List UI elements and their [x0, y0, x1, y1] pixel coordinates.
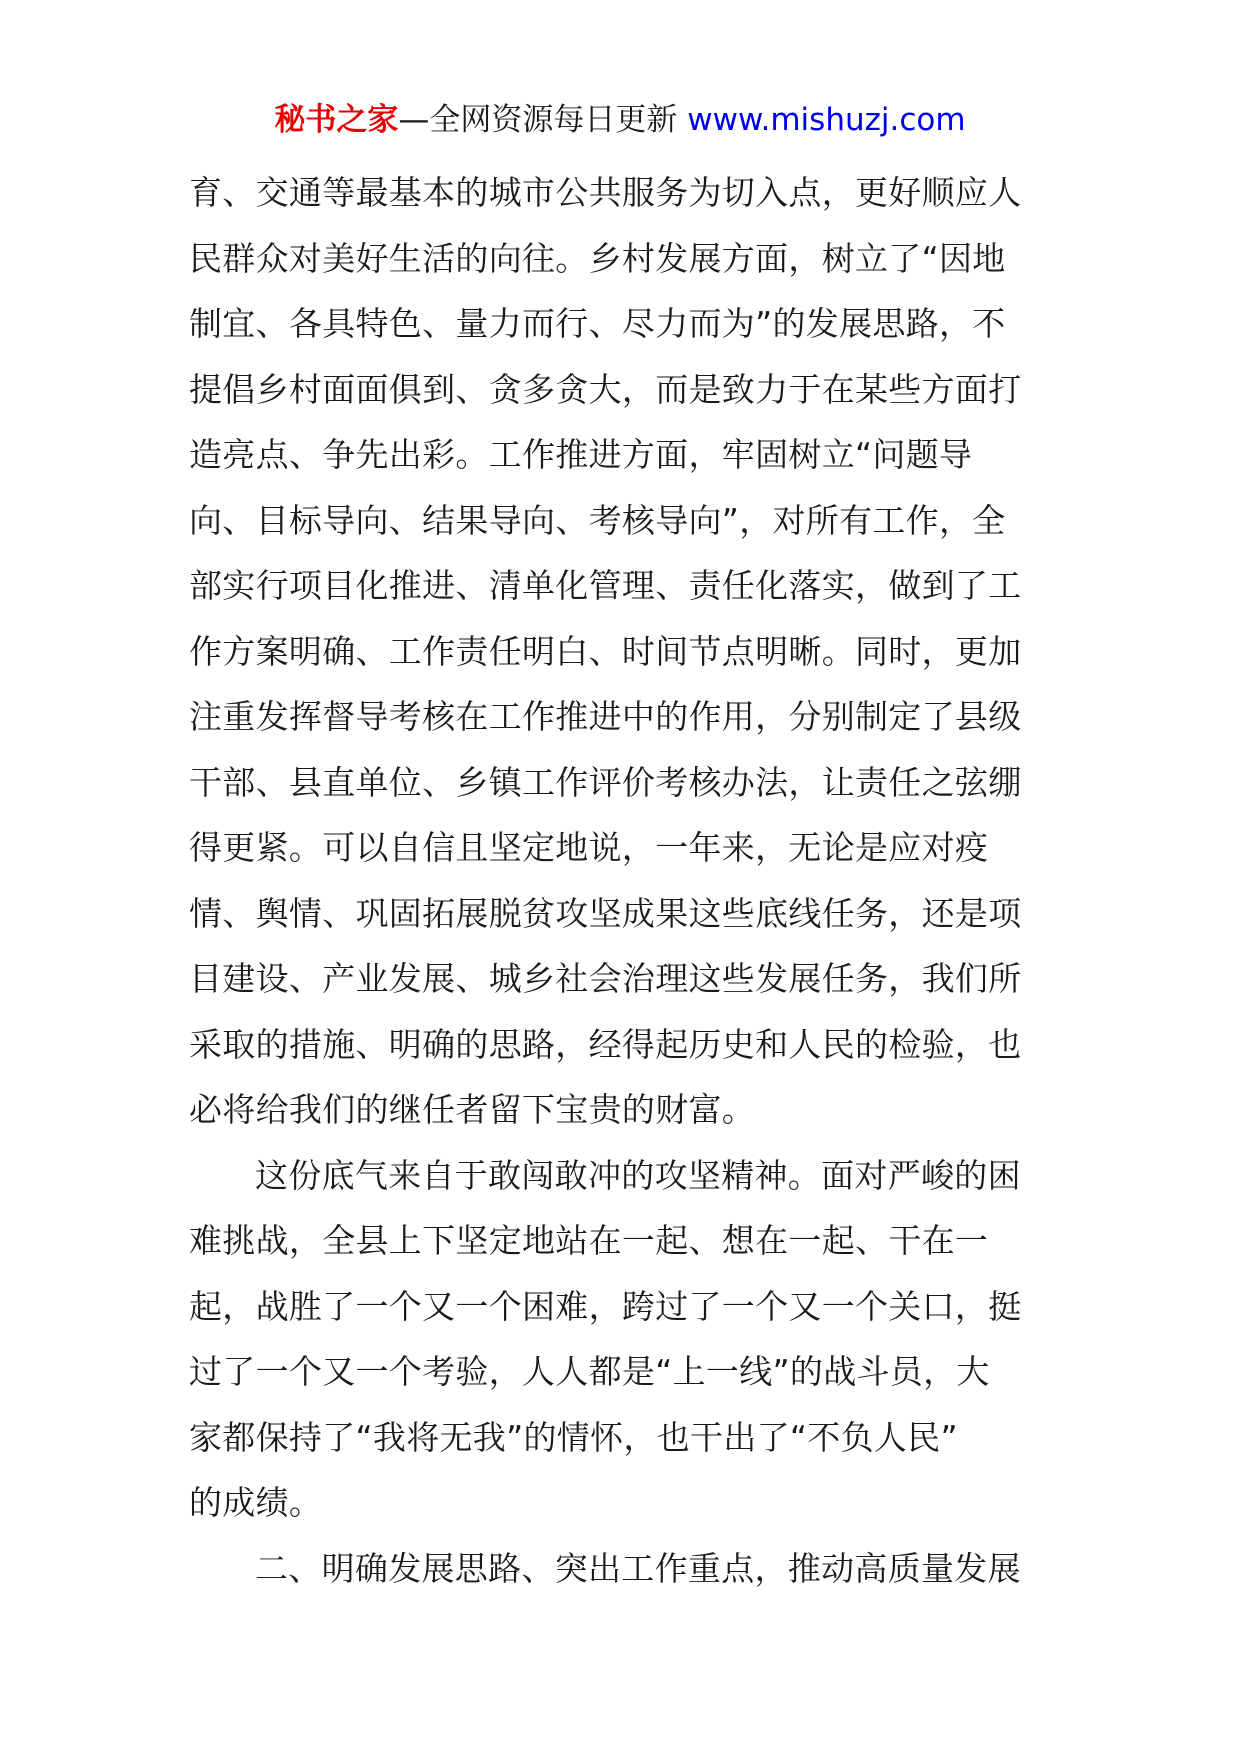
text-line: 注重发挥督导考核在工作推进中的作用，分别制定了县级 [189, 697, 1022, 736]
text-line: 制宜、各具特色、量力而行、尽力而为”的发展思路，不 [189, 304, 1006, 343]
text-line: 家都保持了“我将无我”的情怀，也干出了“不负人民” [189, 1417, 958, 1457]
text-line: 部实行项目化推进、清单化管理、责任化落实，做到了工 [189, 566, 1022, 605]
text-line: 作方案明确、工作责任明白、时间节点明晰。同时，更加 [189, 631, 1022, 671]
paragraph-first-line: 这份底气来自于敢闯敢冲的攻坚精神。面对严峻的困 [255, 1155, 1021, 1195]
text-line: 采取的措施、明确的思路，经得起历史和人民的检验，也 [189, 1024, 1022, 1064]
text-line: 的成绩。 [189, 1483, 323, 1522]
text-line: 干部、县直单位、乡镇工作评价考核办法，让责任之弦绷 [189, 762, 1022, 802]
text-line: 得更紧。可以自信且坚定地说，一年来，无论是应对疫 [189, 828, 989, 867]
text-line: 难挑战，全县上下坚定地站在一起、想在一起、干在一 [189, 1221, 989, 1260]
site-tagline: —全网资源每日更新 [398, 102, 688, 138]
site-brand: 秘书之家 [274, 102, 399, 138]
text-line: 提倡乡村面面俱到、贪多贪大，而是致力于在某些方面打 [189, 369, 1022, 409]
text-line: 起，战胜了一个又一个困难，跨过了一个又一个关口，挺 [189, 1286, 1022, 1326]
text-line: 向、目标导向、结果导向、考核导向”，对所有工作，全 [189, 500, 1006, 540]
document-body [189, 160, 1065, 1601]
site-header [0, 98, 1240, 142]
text-line: 民群众对美好生活的向往。乡村发展方面，树立了“因地 [189, 238, 1006, 278]
section-heading: 二、明确发展思路、突出工作重点，推动高质量发展 [255, 1548, 1021, 1588]
text-line: 必将给我们的继任者留下宝贵的财富。 [189, 1090, 756, 1129]
text-line: 过了一个又一个考验，人人都是“上一线”的战斗员，大 [189, 1352, 990, 1391]
text-line: 情、舆情、巩固拓展脱贫攻坚成果这些底线任务，还是项 [189, 893, 1022, 933]
text-line: 育、交通等最基本的城市公共服务为切入点，更好顺应人 [189, 173, 1022, 212]
text-line: 造亮点、争先出彩。工作推进方面，牢固树立“问题导 [189, 435, 973, 474]
site-url-link[interactable]: www.mishuzj.com [687, 102, 966, 138]
text-line: 目建设、产业发展、城乡社会治理这些发展任务，我们所 [189, 959, 1022, 998]
